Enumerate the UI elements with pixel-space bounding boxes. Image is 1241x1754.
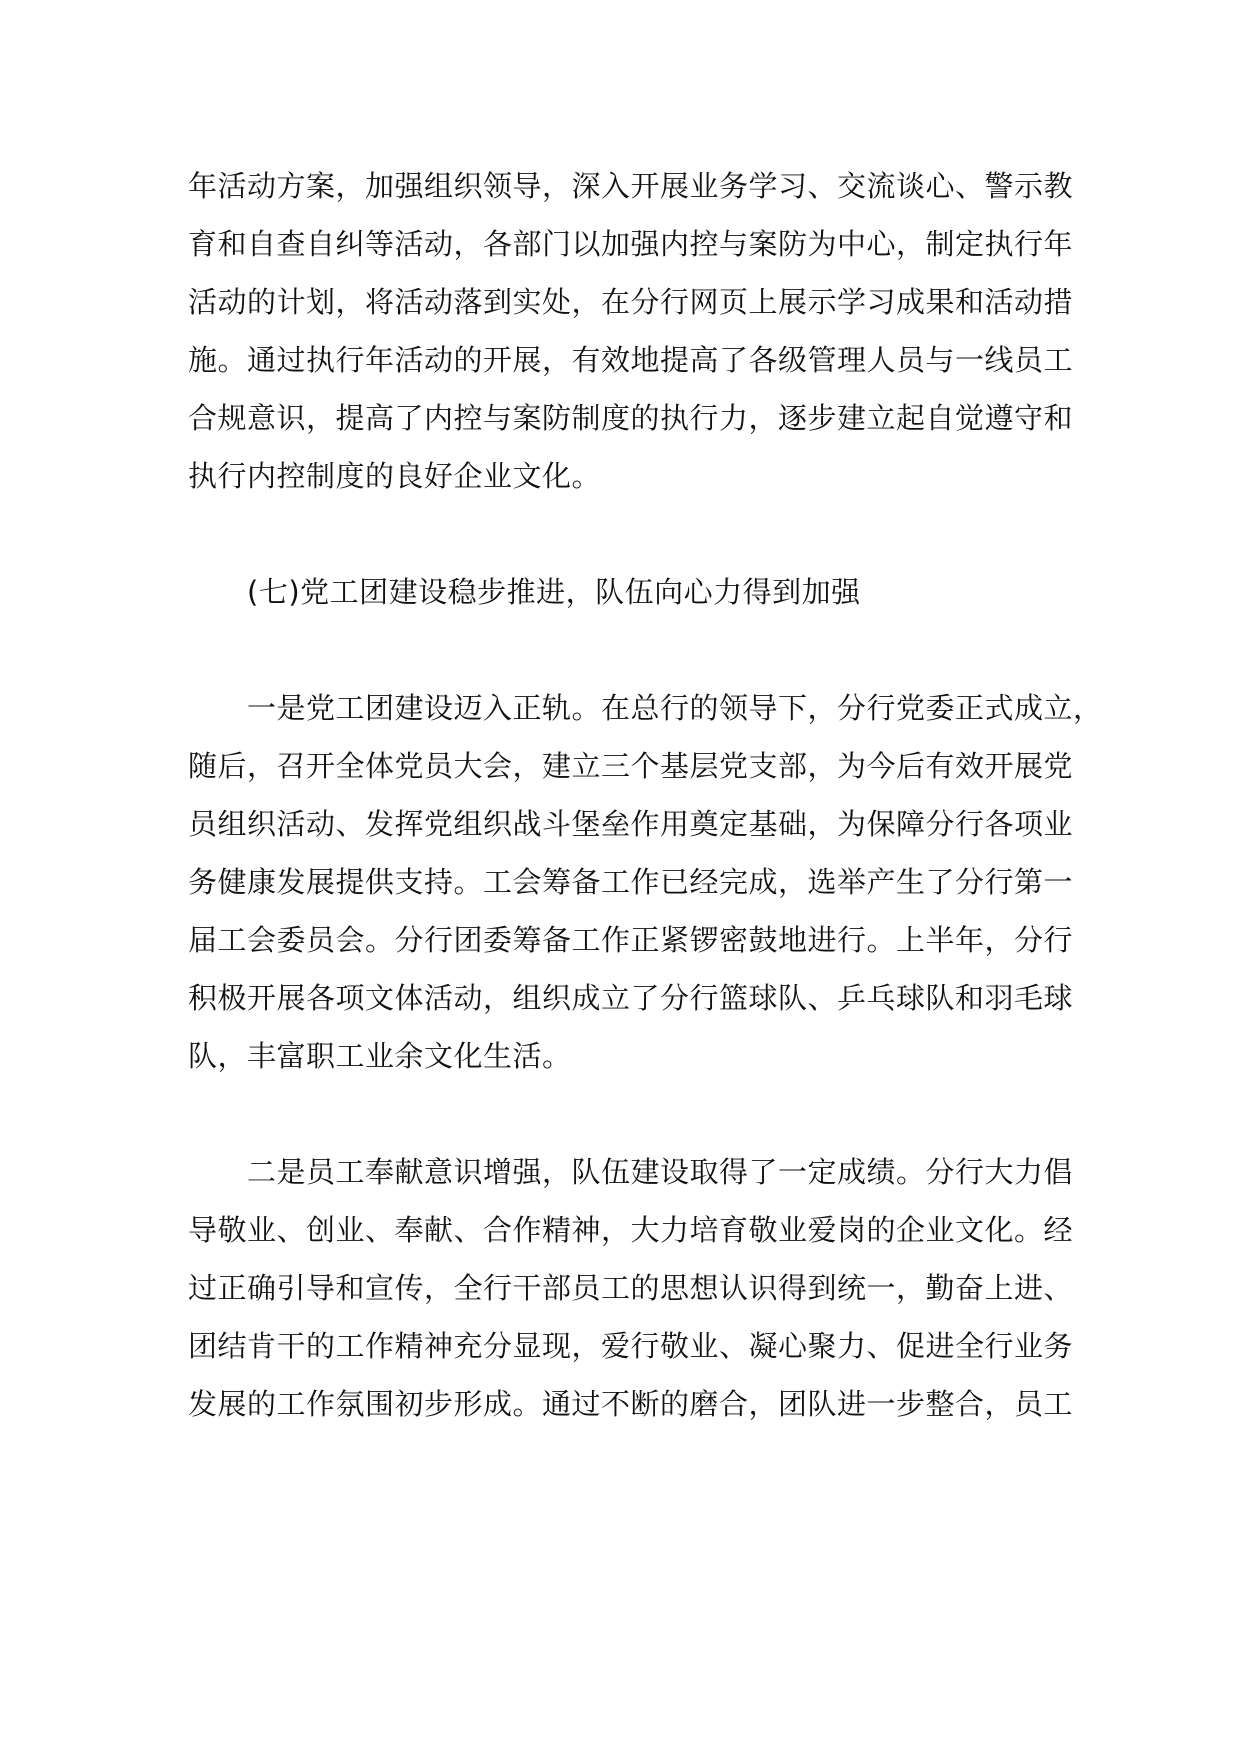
paragraph-2-line-7: 队，丰富职工业余文化生活。 bbox=[188, 1039, 572, 1073]
paragraph-2-line-2: 随后，召开全体党员大会，建立三个基层党支部，为今后有效开展党 bbox=[188, 749, 1074, 783]
paragraph-2-line-6: 积极开展各项文体活动，组织成立了分行篮球队、乒乓球队和羽毛球 bbox=[188, 981, 1074, 1015]
paragraph-3-line-5: 发展的工作氛围初步形成。通过不断的磨合，团队进一步整合，员工 bbox=[188, 1387, 1074, 1421]
section-heading: (七)党工团建设稳步推进，队伍向心力得到加强 bbox=[247, 575, 861, 609]
paragraph-1-line-5: 合规意识，提高了内控与案防制度的执行力，逐步建立起自觉遵守和 bbox=[188, 401, 1074, 435]
paragraph-2-line-5: 届工会委员会。分行团委筹备工作正紧锣密鼓地进行。上半年，分行 bbox=[188, 923, 1074, 957]
paragraph-3-line-1: 二是员工奉献意识增强，队伍建设取得了一定成绩。分行大力倡 bbox=[247, 1155, 1074, 1189]
paragraph-1-line-6: 执行内控制度的良好企业文化。 bbox=[188, 459, 602, 493]
paragraph-2-line-4: 务健康发展提供支持。工会筹备工作已经完成，选举产生了分行第一 bbox=[188, 865, 1074, 899]
paragraph-1-line-4: 施。通过执行年活动的开展，有效地提高了各级管理人员与一线员工 bbox=[188, 343, 1074, 377]
paragraph-3-line-4: 团结肯干的工作精神充分显现，爱行敬业、凝心聚力、促进全行业务 bbox=[188, 1329, 1074, 1363]
paragraph-3-line-3: 过正确引导和宣传，全行干部员工的思想认识得到统一，勤奋上进、 bbox=[188, 1271, 1074, 1305]
paragraph-3-line-2: 导敬业、创业、奉献、合作精神，大力培育敬业爱岗的企业文化。经 bbox=[188, 1213, 1074, 1247]
paragraph-1-line-3: 活动的计划，将活动落到实处，在分行网页上展示学习成果和活动措 bbox=[188, 285, 1074, 319]
paragraph-1-line-1: 年活动方案，加强组织领导，深入开展业务学习、交流谈心、警示教 bbox=[188, 169, 1074, 203]
paragraph-1-line-2: 育和自查自纠等活动，各部门以加强内控与案防为中心，制定执行年 bbox=[188, 227, 1074, 261]
paragraph-2-line-3: 员组织活动、发挥党组织战斗堡垒作用奠定基础，为保障分行各项业 bbox=[188, 807, 1074, 841]
paragraph-2-line-1: 一是党工团建设迈入正轨。在总行的领导下，分行党委正式成立， bbox=[247, 691, 1103, 725]
